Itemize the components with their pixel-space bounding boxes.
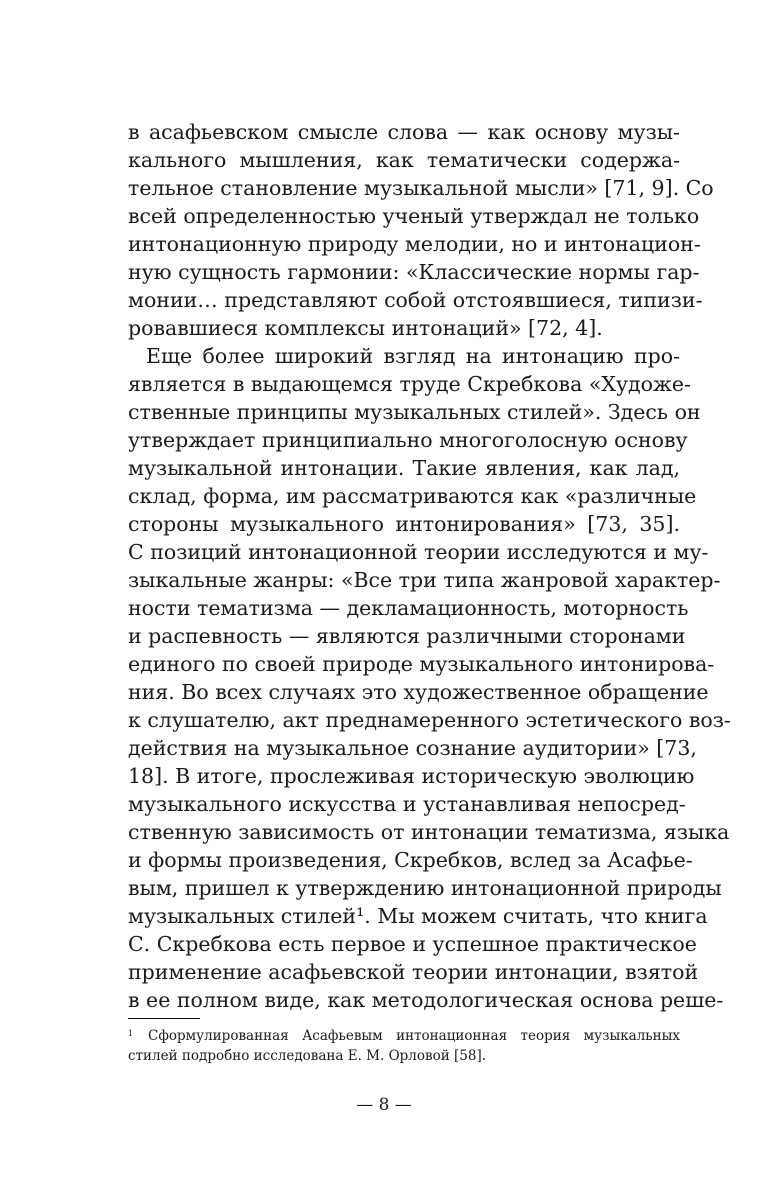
text-line: музыкальных стилей¹. Мы можем считать, что книга: [128, 904, 708, 928]
text-line: музыкального искусства и устанавливая непосред-: [128, 792, 686, 816]
text-line: 18]. В итоге, прослеживая историческую эволюцию: [128, 764, 695, 788]
text-line: монии… представляют собой отстоявшиеся, типизи-: [128, 288, 703, 312]
text-line: к слушателю, акт преднамеренного эстетического воз-: [128, 708, 731, 732]
text-line: склад, форма, им рассматриваются как «различные: [128, 484, 697, 508]
text-line: тельное становление музыкальной мысли» [71, 9]. Со: [128, 176, 714, 200]
paragraph-start-line: Еще более широкий взгляд на интонацию про-: [146, 344, 680, 368]
text-line: стороны музыкального интонирования» [73, 35].: [128, 512, 680, 536]
text-line: действия на музыкальное сознание аудитории» [73,: [128, 736, 697, 760]
text-line: утверждает принципиально многоголосную основу: [128, 428, 688, 452]
text-line: зыкальные жанры: «Все три типа жанровой характер-: [128, 568, 721, 592]
text-line: единого по своей природе музыкального интонирова-: [128, 652, 715, 676]
text-line: ственную зависимость от интонации тематизма, языка: [128, 820, 730, 844]
text-line: применение асафьевской теории интонации, взятой: [128, 960, 699, 984]
text-line: всей определенностью ученый утверждал не только: [128, 204, 700, 228]
footnote-line: стилей подробно исследована Е. М. Орловой [58].: [128, 1048, 487, 1064]
footnote-text: Сформулированная Асафьевым интонационная теория музыкальных: [148, 1028, 680, 1044]
text-line: и формы произведения, Скребков, вслед за Асафье-: [128, 848, 693, 872]
text-line: кального мышления, как тематически содержа-: [128, 148, 680, 172]
text-line: в асафьевском смысле слова — как основу музы-: [128, 120, 680, 144]
text-line: С позиций интонационной теории исследуются и му-: [128, 540, 709, 564]
text-line: ственные принципы музыкальных стилей». Здесь он: [128, 400, 701, 424]
text-line: в ее полном виде, как методологическая основа реше-: [128, 988, 724, 1012]
text-line: С. Скребкова есть первое и успешное практическое: [128, 932, 697, 956]
text-line: ную сущность гармонии: «Классические нормы гар-: [128, 260, 700, 284]
text-line: вым, пришел к утверждению интонационной природы: [128, 876, 722, 900]
text-line: музыкальной интонации. Такие явления, как лад,: [128, 456, 680, 480]
footnote-line: $^1$ Сформулированная Асафьевым интонационная теория музыкальных: [128, 1027, 680, 1044]
page-number: — 8 —: [356, 1095, 412, 1115]
text-line: ния. Во всех случаях это художественное обращение: [128, 680, 709, 704]
text-line: является в выдающемся труде Скребкова «Художе-: [128, 372, 691, 396]
text-line: интонационную природу мелодии, но и интонацион-: [128, 232, 701, 256]
text-line: и распевность — являются различными сторонами: [128, 624, 686, 648]
text-line: ровавшиеся комплексы интонаций» [72, 4].: [128, 316, 603, 340]
footnote-divider: [128, 1018, 200, 1019]
text-line: ности тематизма — декламационность, моторность: [128, 596, 689, 620]
